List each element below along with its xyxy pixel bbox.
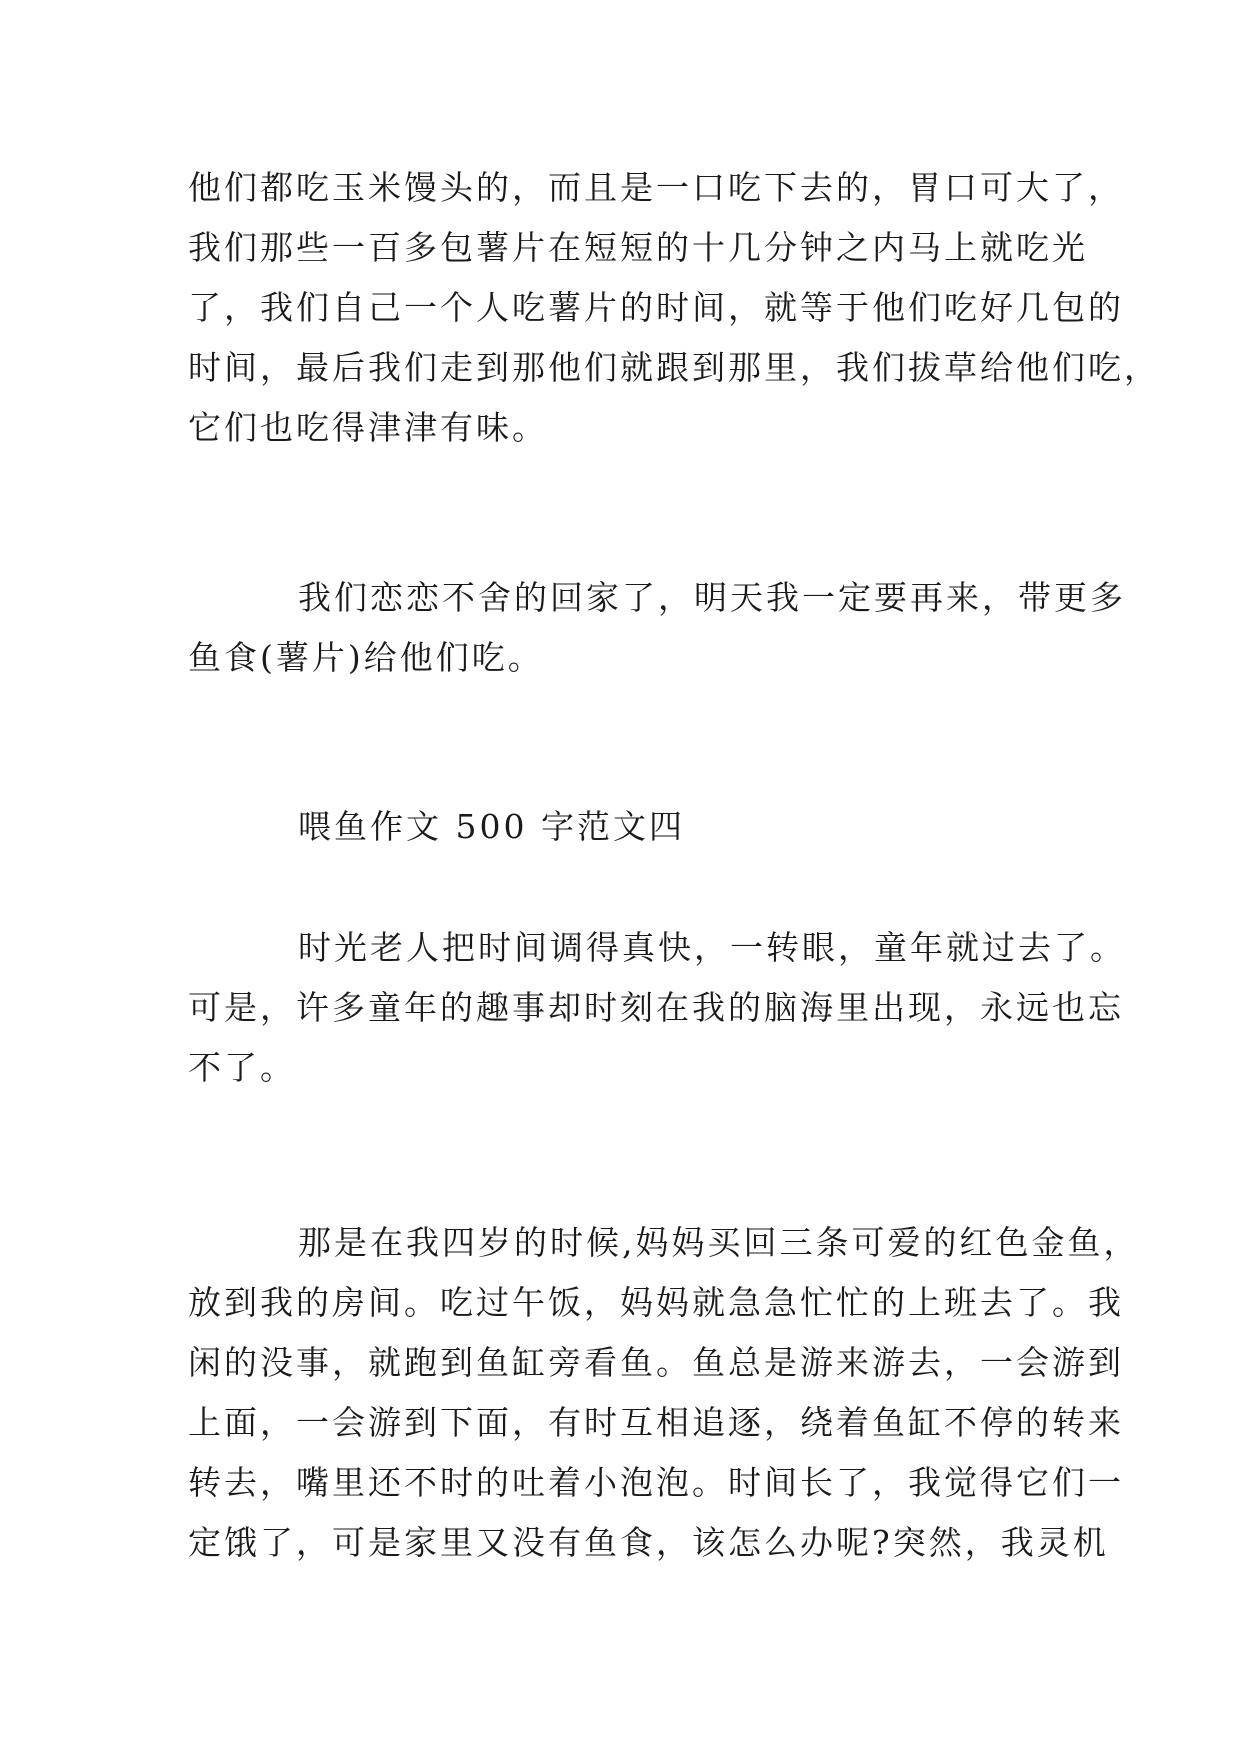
paragraph-line: 鱼食(薯片)给他们吃。 (188, 638, 544, 677)
paragraph-line: 定饿了，可是家里又没有鱼食，该怎么办呢?突然，我灵机 (188, 1523, 1109, 1562)
paragraph-line: 闲的没事，就跑到鱼缸旁看鱼。鱼总是游来游去，一会游到 (188, 1343, 1124, 1382)
paragraph-line: 时光老人把时间调得真快，一转眼，童年就过去了。 (298, 928, 1126, 967)
paragraph-line: 了，我们自己一个人吃薯片的时间，就等于他们吃好几包的 (188, 288, 1124, 327)
section-heading: 喂鱼作文 500 字范文四 (298, 807, 685, 846)
paragraph-line: 不了。 (188, 1048, 296, 1087)
paragraph-line: 它们也吃得津津有味。 (188, 408, 548, 447)
paragraph-line: 可是，许多童年的趣事却时刻在我的脑海里出现，永远也忘 (188, 988, 1124, 1027)
paragraph-line: 上面，一会游到下面，有时互相追逐，绕着鱼缸不停的转来 (188, 1403, 1124, 1442)
paragraph-line: 放到我的房间。吃过午饭，妈妈就急急忙忙的上班去了。我 (188, 1283, 1124, 1322)
paragraph-line: 那是在我四岁的时候,妈妈买回三条可爱的红色金鱼， (298, 1223, 1140, 1262)
paragraph-line: 他们都吃玉米馒头的，而且是一口吃下去的，胃口可大了， (188, 168, 1124, 207)
paragraph-line: 我们那些一百多包薯片在短短的十几分钟之内马上就吃光 (188, 228, 1088, 267)
paragraph-line: 转去，嘴里还不时的吐着小泡泡。时间长了，我觉得它们一 (188, 1463, 1124, 1502)
paragraph-line: 时间，最后我们走到那他们就跟到那里，我们拔草给他们吃， (188, 348, 1160, 387)
paragraph-line: 我们恋恋不舍的回家了，明天我一定要再来，带更多 (298, 578, 1126, 617)
